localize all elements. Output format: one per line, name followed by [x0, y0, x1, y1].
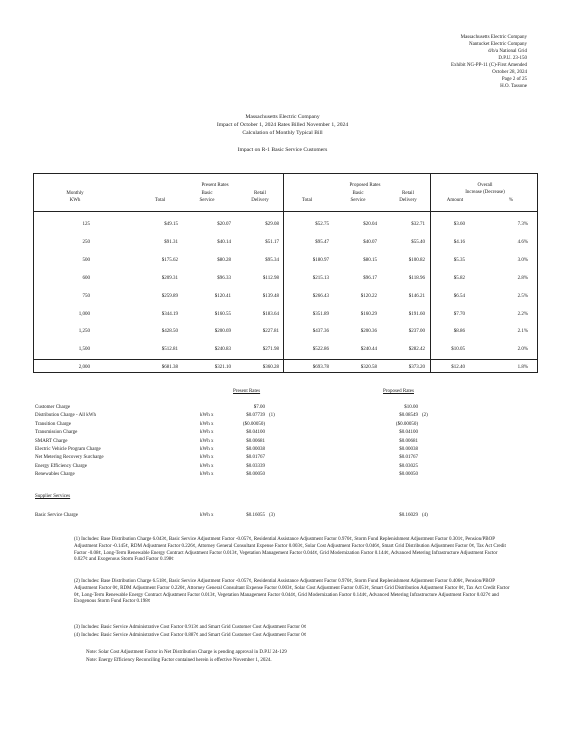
rate-unit: kWh x: [200, 421, 214, 427]
table-cell: 2.1%: [517, 329, 528, 335]
table-cell: 1,000: [78, 311, 90, 317]
footnote-text: Includes: Basic Service Administrative Cost Factor 0.887¢ and Smart Grid Customer Cost Adjustment Factor 0¢: [81, 633, 307, 638]
rate-proposed: $0.01767: [399, 455, 418, 461]
group-present-header: Present Rates: [201, 183, 229, 188]
basic-service-present-note: (3): [269, 513, 275, 518]
rate-present: $0.00038: [246, 447, 265, 452]
col-service: Service: [199, 198, 215, 203]
rate-proposed: $0.00050: [399, 472, 418, 478]
divider: [33, 211, 538, 212]
table-subtitle: Impact on R-1 Basic Service Customers: [237, 147, 328, 153]
rate-label: Electric Vehicle Program Charge: [35, 447, 101, 452]
table-cell: 1.8%: [517, 365, 528, 371]
col-total: Total: [154, 198, 166, 203]
col-amount: Amount: [446, 198, 464, 203]
rate-proposed: $0.03025: [399, 463, 418, 469]
rate-unit: kWh x: [200, 447, 214, 452]
table-cell: $40.07: [363, 239, 377, 245]
table-cell: $215.13: [312, 275, 329, 281]
footnote-1: [74, 537, 510, 564]
table-cell: $40.14: [217, 239, 231, 245]
table-cell: 1,500: [78, 347, 90, 353]
rate-label: Transmission Charge: [35, 430, 78, 436]
col-total: Total: [301, 198, 313, 203]
col-basic: Basic: [352, 191, 364, 196]
rate-label: SMART Charge: [35, 438, 68, 444]
table-cell: 250: [82, 239, 90, 245]
basic-service-label: Basic Service Charge: [35, 513, 78, 518]
table-cell: $139.48: [262, 293, 279, 299]
table-cell: 500: [82, 257, 90, 263]
table-cell: $95.47: [315, 239, 329, 245]
table-cell: 2.5%: [517, 293, 528, 299]
rate-present: $0.00050: [246, 472, 265, 478]
rate-proposed: $0.08549: [399, 413, 418, 419]
footnote-text: Includes: Base Distribution Charge 6.043¢, Basic Service Adjustment Factor -0.057¢, Residential Assistance Adjustment Factor 0.976¢, Storm Fund Replenishment Adjustment Factor 0.301¢, Pension/PBOP Adjustment Factor -0.145¢, RDM Adjustment Factor 0.226¢, Attorney General Consultant Expense Factor 0.003¢, Solar Cost Adjustment Factor 0.046¢, Smart Grid Distribution Adjustment Factor 0¢, Tax Act Credit Factor -0.08¢, Long-Term Renewable Energy Contract Adjustment Factor 0.013¢, Vegetation Management Factor 0.044¢, Grid Modernization Factor 0.144¢, Advanced Metering Infrastructure Adjustment Factor 0.027¢ and Exogenous Storm Fund Factor 0.198¢: [74, 537, 506, 563]
rate-proposed: $0.00681: [399, 438, 418, 444]
footnote-number: (2): [74, 579, 80, 584]
rate-present: $0.03339: [246, 463, 265, 469]
basic-service-unit: kWh x: [200, 513, 214, 518]
group-proposed-header: Proposed Rates: [349, 183, 381, 188]
rate-present: $7.00: [253, 405, 265, 410]
table-cell: $240.44: [360, 347, 377, 353]
table-cell: $160.29: [360, 311, 377, 317]
table-cell: $20.07: [217, 222, 231, 227]
table-cell: $5.82: [453, 275, 465, 281]
table-cell: $80.15: [363, 257, 377, 263]
table-cell: $693.78: [312, 365, 329, 371]
rate-unit: kWh x: [200, 438, 214, 444]
table-cell: $271.98: [262, 347, 279, 353]
col-kwh: KWh: [69, 198, 81, 203]
table-cell: $200.36: [360, 329, 377, 335]
rate-proposed: $0.04100: [399, 430, 418, 436]
table-cell: $49.15: [164, 222, 178, 227]
divider: [33, 359, 538, 360]
table-cell: $183.64: [262, 311, 279, 317]
table-cell: $237.00: [408, 329, 425, 335]
divider: [430, 173, 431, 373]
table-cell: 2.2%: [517, 311, 528, 317]
table-cell: $52.75: [315, 222, 329, 227]
table-cell: $200.69: [214, 329, 231, 335]
table-cell: $360.28: [262, 365, 279, 371]
footnote-number: (3): [74, 625, 80, 630]
table-cell: $80.28: [217, 257, 231, 263]
note-1: Note: Solar Cost Adjustment Factor in Net Distribution Charge is pending approval in D.P.U 24-129: [86, 650, 287, 655]
rate-proposed: $10.00: [404, 405, 418, 410]
table-cell: $160.55: [214, 311, 231, 317]
table-cell: $100.82: [408, 257, 425, 263]
divider: [283, 173, 284, 373]
rate-label: Renewables Charge: [35, 472, 75, 478]
table-cell: $55.40: [411, 239, 425, 245]
rate-pnote: (1): [269, 413, 275, 419]
table-cell: $96.33: [217, 275, 231, 281]
table-cell: $437.36: [312, 329, 329, 335]
table-cell: 600: [82, 275, 90, 281]
table-cell: 2,000: [78, 365, 90, 371]
rate-qnote: (2): [422, 413, 428, 419]
rate-label: Transition Charge: [35, 421, 71, 427]
table-cell: $259.89: [161, 293, 178, 299]
table-cell: $266.43: [312, 293, 329, 299]
table-cell: $91.31: [164, 239, 178, 245]
col-delivery: Delivery: [399, 198, 417, 203]
rate-unit: kWh x: [200, 430, 214, 436]
table-cell: $522.86: [312, 347, 329, 353]
col-basic: Basic: [201, 191, 213, 196]
table-cell: $373.20: [408, 365, 425, 371]
table-cell: 1,250: [78, 329, 90, 335]
table-cell: $3.60: [453, 222, 465, 227]
table-cell: $29.08: [265, 222, 279, 227]
rate-label: Customer Charge: [35, 405, 71, 410]
table-cell: 750: [82, 293, 90, 299]
rate-unit: kWh x: [200, 455, 214, 461]
proposed-rates-header: Proposed Rates: [383, 389, 414, 394]
group-overall-header: Overall: [477, 183, 493, 188]
footnote-3: [74, 625, 510, 632]
footnote-text: Includes: Base Distribution Charge 6.518¢, Basic Service Adjustment Factor -0.057¢, Residential Assistance Adjustment Factor 0.976¢, Storm Fund Replenishment Adjustment Factor 0.406¢, Pension/PBOP Adjustment Factor 0¢, RDM Adjustment Factor 0.226¢, Attorney General Consultant Expense Factor 0.003¢, Solar Cost Adjustment Factor 0.051¢, Smart Grid Distribution Adjustment Factor 0¢, Tax Act Credit Factor 0¢, Long-Term Renewable Energy Contract Adjustment Factor 0.013¢, Vegetation Management Factor 0.044¢, Grid Modernization Factor 0.144¢, Advanced Metering Infrastructure Adjustment Factor 0.027¢ and Exogenous Storm Fund Factor 0.198¢: [74, 579, 510, 605]
col-delivery: Delivery: [251, 198, 269, 203]
table-cell: $180.97: [312, 257, 329, 263]
table-cell: 2.0%: [517, 347, 528, 353]
col-overall-sub: Increase (Decrease): [465, 190, 505, 195]
calc-title: Calculation of Monthly Typical Bill: [242, 130, 323, 136]
footnote-text: Includes: Basic Service Administrative Cost Factor 0.913¢ and Smart Grid Customer Cost Adjustment Factor 0¢: [81, 625, 307, 630]
table-cell: $321.10: [214, 365, 231, 371]
table-cell: $6.54: [453, 293, 465, 299]
table-cell: $7.70: [453, 311, 465, 317]
table-cell: $351.89: [312, 311, 329, 317]
table-cell: $344.19: [161, 311, 178, 317]
rate-unit: kWh x: [200, 413, 214, 419]
rate-label: Net Metering Recovery Surcharge: [35, 455, 104, 461]
table-cell: $32.71: [411, 222, 425, 227]
basic-service-proposed-note: (4): [422, 513, 428, 518]
rate-label: Distribution Charge - All kWh: [35, 413, 97, 419]
col-retail: Retail: [402, 191, 414, 196]
rate-present: $0.01767: [246, 455, 265, 461]
table-cell: $120.41: [214, 293, 231, 299]
table-cell: $20.04: [363, 222, 377, 227]
table-cell: $428.50: [161, 329, 178, 335]
rate-label: Energy Efficiency Charge: [35, 463, 87, 469]
header-line: D.P.U. 23-150: [498, 56, 527, 61]
table-cell: 7.3%: [517, 222, 528, 227]
table-cell: 4.6%: [517, 239, 528, 245]
basic-service-proposed: $0.16029: [399, 513, 418, 518]
note-2: Note: Energy Efficiency Reconciling Factor contained herein is effective November 1, 2024.: [86, 658, 272, 663]
header-line: Nantucket Electric Company: [468, 42, 527, 47]
table-cell: $118.96: [408, 275, 425, 281]
table-cell: $95.34: [265, 257, 279, 263]
table-cell: $191.60: [408, 311, 425, 317]
table-cell: $282.42: [408, 347, 425, 353]
rate-proposed: $0.00038: [399, 447, 418, 452]
footnote-number: (1): [74, 537, 80, 542]
rate-unit: kWh x: [200, 463, 214, 469]
footnote-4: [74, 633, 510, 640]
footnote-number: (4): [74, 633, 80, 638]
table-cell: 2.8%: [517, 275, 528, 281]
header-line: Page 2 of 25: [501, 77, 527, 82]
table-cell: $5.35: [453, 257, 465, 263]
rate-present: $0.07739: [246, 413, 265, 419]
table-cell: $51.17: [265, 239, 279, 245]
header-line: October 28, 2024: [492, 70, 527, 75]
table-cell: $120.22: [360, 293, 377, 299]
table-cell: $96.17: [363, 275, 377, 281]
table-cell: $240.83: [214, 347, 231, 353]
table-cell: 125: [82, 222, 90, 227]
table-cell: $8.86: [453, 329, 465, 335]
supplier-services-header: Supplier Services: [35, 494, 71, 499]
impact-title: Impact of October 1, 2024 Rates Billed November 1, 2024: [216, 122, 349, 128]
table-cell: $512.81: [161, 347, 178, 353]
rate-present: ($0.00050): [242, 421, 265, 427]
present-rates-header: Present Rates: [233, 389, 261, 394]
col-retail: Retail: [254, 191, 266, 196]
table-cell: $681.38: [161, 365, 178, 371]
table-cell: $227.81: [262, 329, 279, 335]
basic-service-present: $0.16055: [246, 513, 265, 518]
header-line: Massachusetts Electric Company: [460, 35, 527, 40]
table-cell: $209.31: [161, 275, 178, 281]
rate-present: $0.00681: [246, 438, 265, 444]
table-cell: $10.05: [451, 347, 465, 353]
rate-proposed: ($0.00050): [395, 421, 418, 427]
table-cell: $146.21: [408, 293, 425, 299]
header-line: H.O. Tassone: [500, 84, 527, 89]
col-service: Service: [350, 198, 366, 203]
rate-present: $0.04100: [246, 430, 265, 436]
company-title: Massachusetts Electric Company: [245, 114, 320, 120]
col-monthly: Monthly: [66, 191, 84, 196]
col-pct: %: [508, 198, 514, 203]
header-line: Exhibit NG-PP-11 (C)-First Amended: [450, 63, 527, 68]
table-cell: $12.40: [451, 365, 465, 371]
table-cell: $320.58: [360, 365, 377, 371]
table-cell: $4.16: [453, 239, 465, 245]
table-cell: 3.0%: [517, 257, 528, 263]
table-cell: $112.98: [262, 275, 279, 281]
footnote-2: [74, 579, 510, 606]
table-cell: $175.62: [161, 257, 178, 263]
rate-unit: kWh x: [200, 472, 214, 478]
header-line: d/b/a National Grid: [488, 49, 527, 54]
